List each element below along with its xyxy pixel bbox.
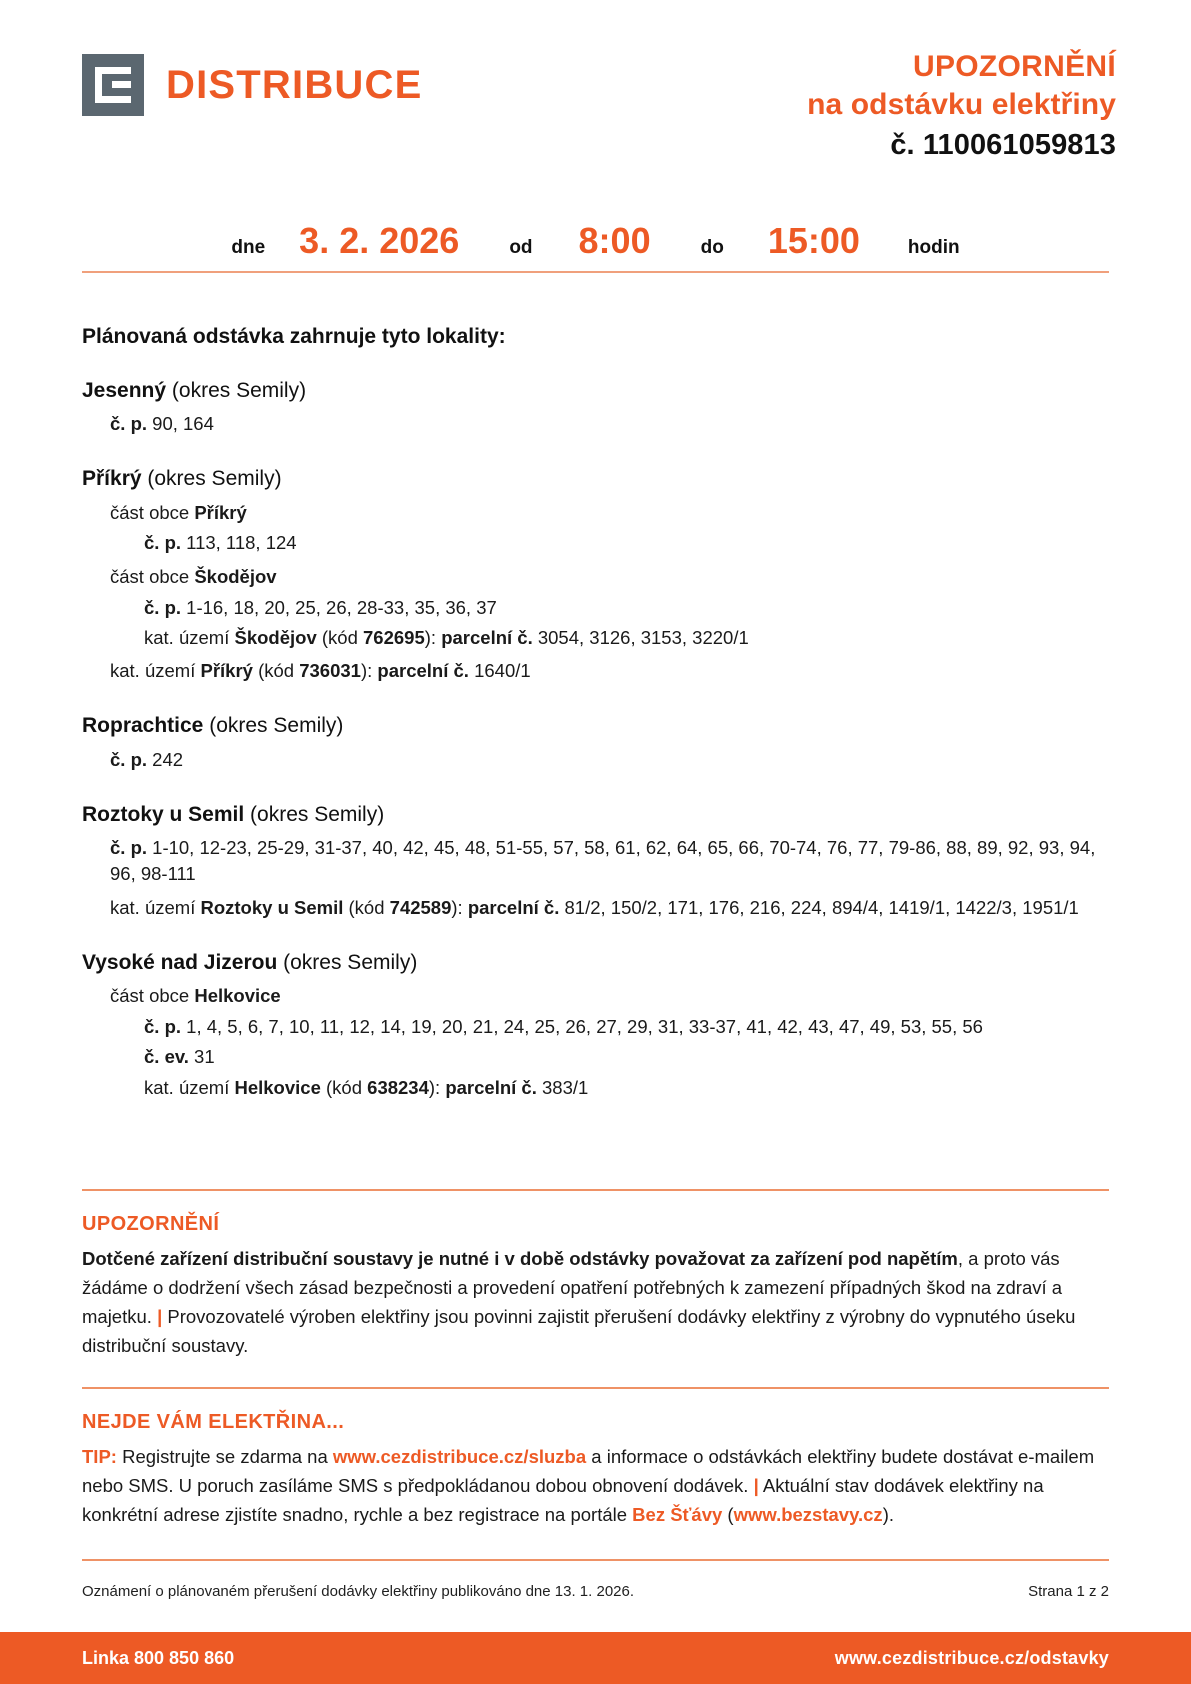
brand-logo	[82, 48, 422, 116]
tip-link-bezstavy[interactable]: www.bezstavy.cz	[733, 1504, 883, 1526]
divider-bottom	[82, 1559, 1109, 1561]
cadastral-code-close: ):	[428, 1076, 446, 1098]
house-number-label: č. p.	[110, 837, 148, 859]
parcel-label: parcelní č.	[441, 626, 533, 648]
page-number: Strana 1 z 2	[1028, 1583, 1109, 1601]
house-number-values: 113, 118, 124	[181, 532, 297, 554]
municipality-block	[82, 378, 1109, 438]
house-number-values: 1, 4, 5, 6, 7, 10, 11, 12, 14, 19, 20, 21, 24, 25, 26, 27, 29, 31, 33-37, 41, 42, 43, 47, 49, 53, 55, 56	[181, 1015, 983, 1037]
tip-text-2: a informace o odstávkách elektřiny budete dostávat e-mailem nebo SMS. U poruch zasíláme SMS s předpokládanou dobou obnovení dodávek.	[82, 1445, 1095, 1496]
warning-section	[0, 1213, 1191, 1361]
village-part-row	[110, 983, 1109, 1010]
tip-text-1: Registrujte se zdarma na	[116, 1445, 333, 1467]
house-number-label: č. p.	[144, 596, 182, 618]
footer-web[interactable]: www.cezdistribuce.cz/odstavky	[834, 1647, 1109, 1668]
cadastral-code-close: ):	[451, 896, 468, 918]
municipality-title	[82, 378, 1109, 404]
cadastral-code-close: ):	[424, 626, 442, 648]
municipality-name: Vysoké nad Jizerou	[82, 950, 278, 974]
tip-portal-name: Bez Šťávy	[632, 1504, 723, 1526]
cadastral-code-open: (kód	[252, 660, 300, 682]
parcel-label: parcelní č.	[467, 896, 560, 918]
municipality-title	[82, 466, 1109, 492]
municipality-district: (okres Semily)	[277, 950, 418, 974]
house-number-label: č. p.	[110, 413, 148, 435]
divider-top	[82, 1189, 1109, 1191]
locality-section	[0, 325, 1191, 1101]
house-number-row	[144, 1014, 1109, 1040]
outage-date: 3. 2. 2026	[299, 219, 460, 261]
cadastral-name: Příkrý	[200, 660, 253, 682]
house-number-row	[144, 595, 1109, 621]
cadastral-prefix: kat. území	[144, 1076, 235, 1098]
tip-text	[82, 1442, 1109, 1530]
locality-lead: Plánovaná odstávka zahrnuje tyto lokality:	[82, 324, 506, 348]
house-number-label: č. p.	[144, 532, 182, 554]
notice-number: č. 110061059813	[890, 128, 1116, 161]
parcel-label: parcelní č.	[445, 1076, 537, 1098]
footer-phone: Linka 800 850 860	[82, 1647, 235, 1668]
page-header	[0, 0, 1191, 164]
page-meta	[0, 1583, 1191, 1600]
house-number-row	[110, 747, 1109, 773]
notice-header-block	[807, 48, 1116, 164]
municipality-name: Roprachtice	[82, 714, 204, 738]
cadastral-code: 638234	[367, 1076, 429, 1098]
parcel-values: 3054, 3126, 3153, 3220/1	[532, 626, 749, 648]
village-part-prefix: část obce	[110, 985, 195, 1007]
house-number-values: 1-10, 12-23, 25-29, 31-37, 40, 42, 45, 48, 51-55, 57, 58, 61, 62, 64, 65, 66, 70-74, 76, 77, 79-86, 88, 89, 92, 93, 94, 96, 98-111	[110, 837, 1096, 885]
municipality-district: (okres Semily)	[244, 802, 385, 826]
cadastral-code: 762695	[363, 626, 425, 648]
house-number-label: č. p.	[110, 748, 148, 770]
divider-middle	[82, 1387, 1109, 1389]
cadastral-name: Roztoky u Semil	[200, 896, 344, 918]
municipality-block	[82, 802, 1109, 921]
municipality-list	[82, 378, 1109, 1101]
municipality-title	[82, 950, 1109, 976]
outage-time-from: 8:00	[578, 219, 651, 261]
municipality-district: (okres Semily)	[141, 467, 282, 491]
brand-name: DISTRIBUCE	[166, 63, 423, 107]
publish-note: Oznámení o plánovaném přerušení dodávky elektřiny publikováno dne 13. 1. 2026.	[82, 1583, 635, 1601]
cadastral-prefix: kat. území	[110, 660, 201, 682]
house-number-row	[144, 530, 1109, 556]
municipality-name: Jesenný	[82, 378, 167, 402]
cadastral-code: 736031	[299, 660, 361, 682]
house-number-values: 242	[147, 748, 184, 770]
warning-heading: UPOZORNĚNÍ	[82, 1212, 220, 1235]
warning-text	[82, 1244, 1109, 1361]
cadastral-row	[110, 895, 1109, 921]
tip-paren-close: ).	[882, 1504, 894, 1526]
cadastral-row	[144, 1075, 1109, 1101]
parcel-values: 1640/1	[468, 660, 531, 682]
village-part-name: Příkrý	[194, 501, 247, 523]
cadastral-code-open: (kód	[316, 626, 364, 648]
house-number-row	[110, 411, 1109, 437]
house-number-values: 31	[188, 1046, 215, 1068]
tip-link-sluzba[interactable]: www.cezdistribuce.cz/sluzba	[332, 1445, 587, 1467]
cadastral-row	[110, 658, 1109, 684]
municipality-title	[82, 713, 1109, 739]
label-od: od	[509, 236, 533, 258]
warning-text-after: , a proto vás žádáme o dodržení všech zásad bezpečnosti a provedení opatření potřebných k zamezení případných škod na zdraví a majetku.	[82, 1247, 1063, 1328]
house-number-label: č. ev.	[144, 1046, 189, 1068]
label-hodin: hodin	[907, 236, 960, 258]
outage-datetime-bar	[82, 220, 1109, 273]
cadastral-code-open: (kód	[343, 896, 390, 918]
tip-text-3: Aktuální stav dodávek elektřiny na konkrétní adrese zjistíte snadno, rychle a bez registrace na portále	[82, 1474, 1044, 1526]
tip-section	[0, 1411, 1191, 1530]
cadastral-code-open: (kód	[320, 1076, 368, 1098]
cadastral-prefix: kat. území	[144, 626, 235, 648]
cadastral-code-close: ):	[360, 660, 378, 682]
cadastral-prefix: kat. území	[110, 896, 201, 918]
footer-bar	[0, 1632, 1191, 1684]
notice-title: UPOZORNĚNÍ	[912, 50, 1116, 83]
parcel-values: 383/1	[536, 1076, 589, 1098]
cadastral-name: Škodějov	[234, 626, 317, 648]
house-number-row	[110, 835, 1109, 888]
house-number-values: 90, 164	[147, 413, 214, 435]
tip-separator: |	[753, 1474, 759, 1496]
municipality-block	[82, 950, 1109, 1101]
parcel-label: parcelní č.	[377, 660, 469, 682]
house-number-row	[144, 1044, 1109, 1070]
house-number-label: č. p.	[144, 1015, 182, 1037]
village-part-prefix: část obce	[110, 565, 195, 587]
parcel-values: 81/2, 150/2, 171, 176, 216, 224, 894/4, 1419/1, 1422/3, 1951/1	[559, 896, 1079, 918]
outage-time-to: 15:00	[767, 219, 860, 261]
municipality-district: (okres Semily)	[203, 714, 344, 738]
notice-subtitle: na odstávku elektřiny	[807, 88, 1116, 122]
municipality-name: Příkrý	[82, 467, 142, 491]
cez-e-logo-icon	[82, 54, 144, 116]
municipality-block	[82, 466, 1109, 684]
label-do: do	[700, 236, 724, 258]
village-part-name: Škodějov	[194, 565, 277, 587]
village-part-name: Helkovice	[194, 985, 281, 1007]
tip-heading: NEJDE VÁM ELEKTŘINA...	[82, 1410, 345, 1433]
village-part-prefix: část obce	[110, 501, 195, 523]
tip-label: TIP:	[82, 1445, 117, 1467]
cadastral-name: Helkovice	[234, 1076, 321, 1098]
cadastral-code: 742589	[389, 896, 452, 918]
tip-paren-open: (	[722, 1504, 734, 1526]
cadastral-row	[144, 625, 1109, 651]
house-number-values: 1-16, 18, 20, 25, 26, 28-33, 35, 36, 37	[181, 596, 497, 618]
warning-separator: |	[157, 1306, 163, 1328]
warning-bold-lead: Dotčené zařízení distribuční soustavy je nutné i v době odstávky považovat za zařízení pod napětím	[82, 1247, 958, 1269]
village-part-row	[110, 500, 1109, 527]
municipality-name: Roztoky u Semil	[82, 802, 245, 826]
label-dne: dne	[231, 236, 266, 258]
municipality-title	[82, 802, 1109, 828]
warning-text-second: Provozovatelé výroben elektřiny jsou povinni zajistit přerušení dodávky elektřiny z výrobny do vypnutého úseku distribuční soustavy.	[82, 1306, 1076, 1357]
municipality-block	[82, 713, 1109, 773]
village-part-row	[110, 564, 1109, 591]
municipality-district: (okres Semily)	[166, 378, 307, 402]
